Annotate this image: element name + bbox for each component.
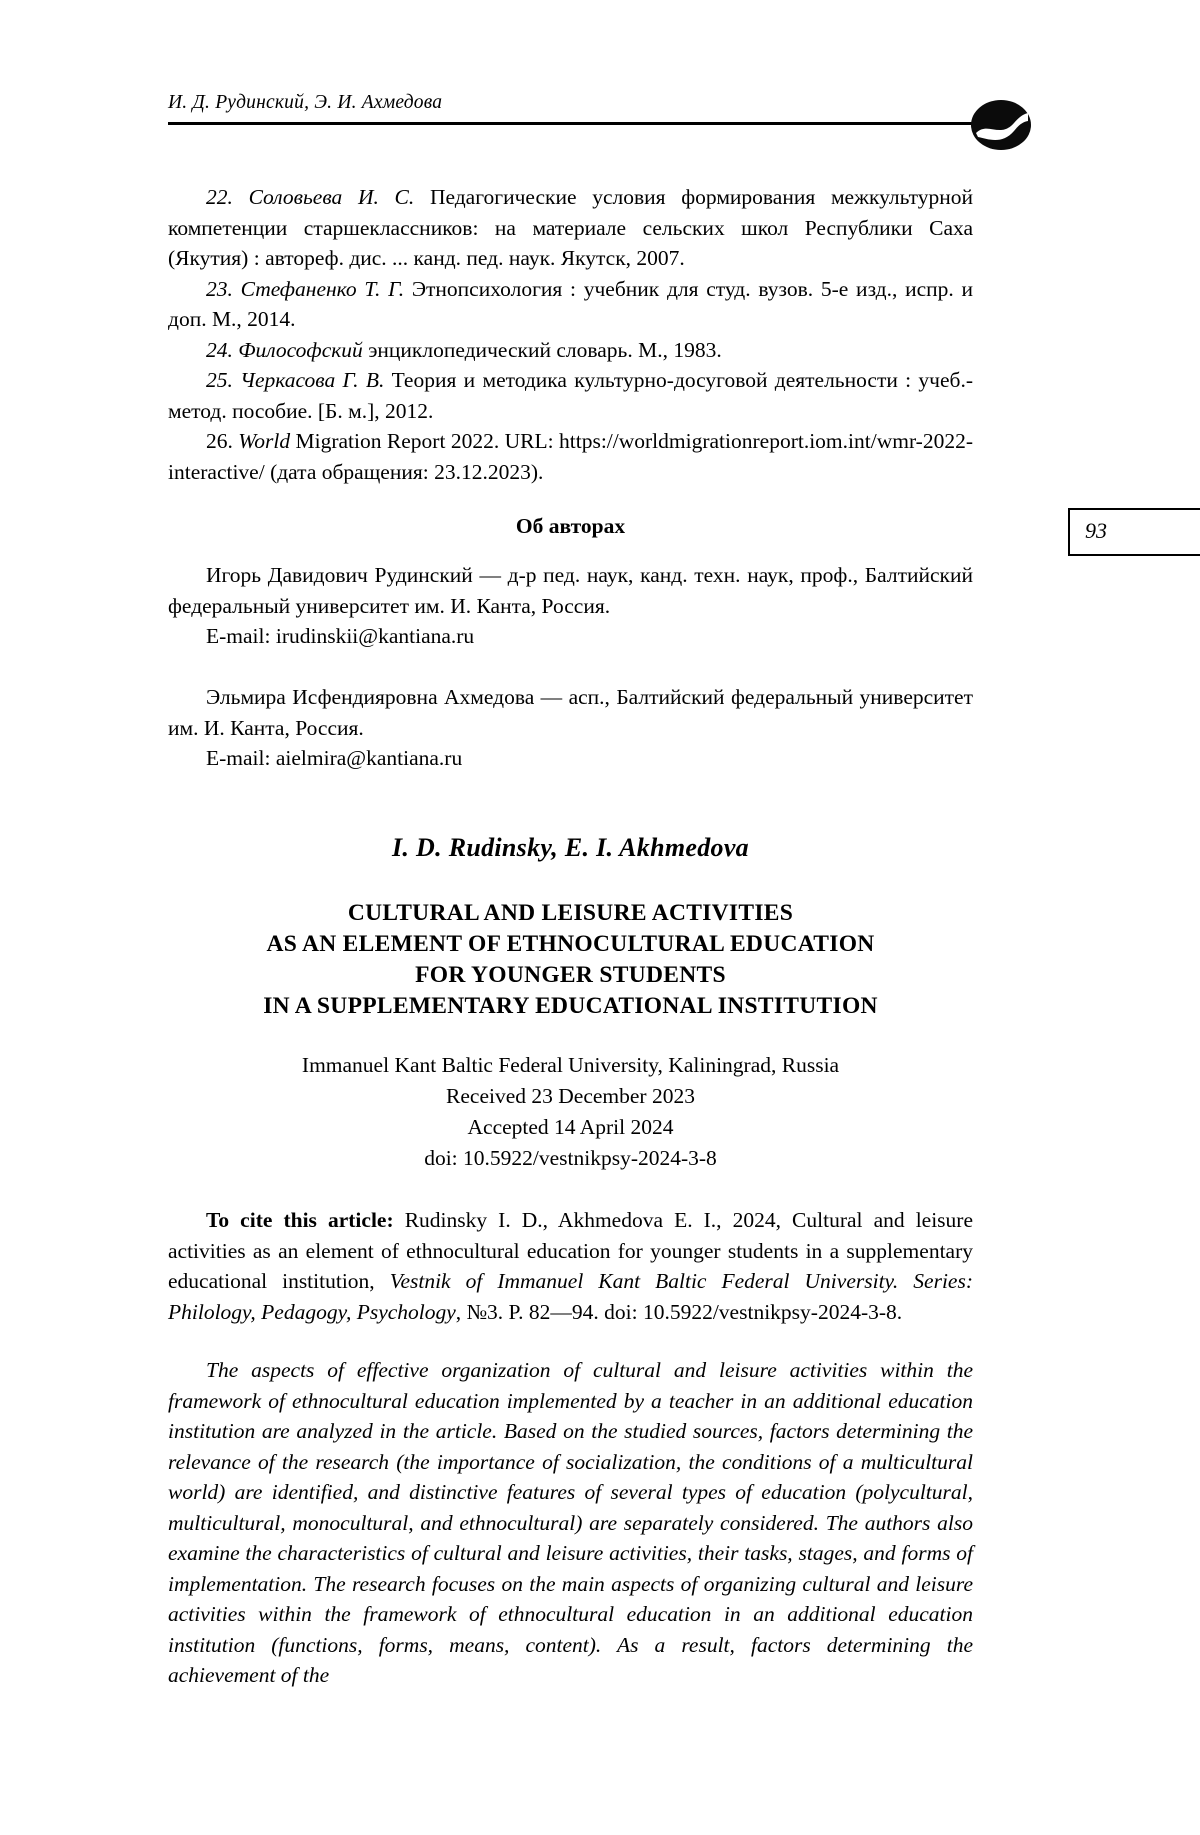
title-line-3: FOR YOUNGER STUDENTS bbox=[415, 962, 726, 988]
running-head: И. Д. Рудинский, Э. И. Ахмедова bbox=[168, 92, 443, 113]
list-item: 23. Стефаненко Т. Г. Этнопсихология : учебник для студ. вузов. 5-е изд., испр. и доп. М., 2014. bbox=[168, 276, 973, 331]
doi: doi: 10.5922/vestnikpsy-2024-3-8 bbox=[424, 1146, 717, 1170]
citation-block bbox=[168, 1205, 973, 1327]
english-article-title bbox=[168, 898, 973, 1022]
about-authors-heading: Об авторах bbox=[515, 514, 626, 538]
accepted-date: Accepted 14 April 2024 bbox=[467, 1115, 674, 1139]
english-authors: I. D. Rudinsky, E. I. Akhmedova bbox=[392, 833, 749, 862]
cite-journal: Vestnik of Immanuel Kant Baltic Federal University. Series: Philology, Pedagogy, Psychology bbox=[168, 1269, 973, 1324]
cite-label: To cite this article: bbox=[206, 1208, 394, 1232]
list-item: 22. Соловьева И. С. Педагогические условия формирования межкультурной компетенции старшеклассников: на материале сельских школ Республики Саха (Якутия) : автореф. дис. ... канд. пед. наук. Якутск, 2007. bbox=[168, 185, 973, 270]
wave-oval-logo-icon bbox=[970, 95, 1032, 155]
title-line-2: AS AN ELEMENT OF ETHNOCULTURAL EDUCATION bbox=[266, 931, 875, 957]
about-author-2: Эльмира Исфендияровна Ахмедова — асп., Балтийский федеральный университет им. И. Канта, Россия. bbox=[168, 685, 973, 740]
list-item: 26. World Migration Report 2022. URL: https://worldmigrationreport.iom.int/wmr-2022-interactive/ (дата обращения: 23.12.2023). bbox=[168, 429, 973, 484]
list-item: 25. Черкасова Г. В. Теория и методика культурно-досуговой деятельности : учеб.-метод. пособие. [Б. м.], 2012. bbox=[168, 368, 973, 423]
title-line-1: CULTURAL AND LEISURE ACTIVITIES bbox=[347, 900, 794, 926]
affiliation: Immanuel Kant Baltic Federal University, Kaliningrad, Russia bbox=[301, 1053, 840, 1077]
cite-text-2: , №3. P. 82—94. doi: 10.5922/vestnikpsy-2024-3-8. bbox=[455, 1299, 903, 1324]
cite-text-1: Rudinsky I. D., Akhmedova E. I., 2024, Cultural and leisure activities as an element of ethnocultural education for younger students in a supplementary educational institution, bbox=[168, 1208, 973, 1293]
received-date: Received 23 December 2023 bbox=[446, 1084, 695, 1108]
about-author-1: Игорь Давидович Рудинский — д-р пед. наук, канд. техн. наук, проф., Балтийский федеральный университет им. И. Канта, Россия. bbox=[168, 563, 973, 618]
abstract-text: The aspects of effective organization of cultural and leisure activities within the framework of ethnocultural education implemented by a teacher in an additional education institution are analyzed in the article. Based on the studied sources, factors determining the relevance of the research (the importance of socialization, the conditions of a multicultural world) are identified, and distinctive features of several types of education (polycultural, multicultural, monocultural, and ethnocultural) are separately considered. The authors also examine the characteristics of cultural and leisure activities, their tasks, stages, and forms of implementation. The research focuses on the main aspects of organizing cultural and leisure activities within the framework of ethnocultural education in an additional education institution (functions, forms, means, content). As a result, factors determining the achievement of the bbox=[168, 1358, 973, 1687]
abstract-block bbox=[168, 1355, 973, 1691]
about-author-1-email: E-mail: irudinskii@kantiana.ru bbox=[206, 624, 475, 648]
reference-list bbox=[168, 182, 973, 487]
about-author-2-email: E-mail: aielmira@kantiana.ru bbox=[206, 746, 463, 770]
page-number: 93 bbox=[1085, 518, 1107, 543]
header-rule bbox=[168, 122, 973, 125]
title-line-4: IN A SUPPLEMENTARY EDUCATIONAL INSTITUTION bbox=[263, 993, 878, 1019]
affiliation-block bbox=[168, 1050, 973, 1174]
list-item: 24. Философский энциклопедический словарь. М., 1983. bbox=[206, 337, 722, 362]
